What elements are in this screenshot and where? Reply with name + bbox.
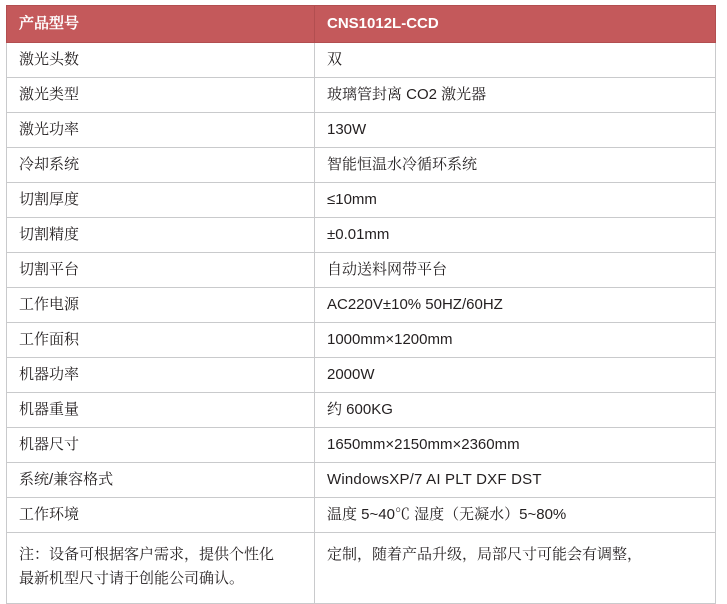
row-label: 切割厚度 <box>7 183 315 218</box>
table-row <box>7 253 716 288</box>
product-spec-table <box>6 5 716 604</box>
row-label: 工作面积 <box>7 323 315 358</box>
row-label: 激光类型 <box>7 78 315 113</box>
row-value: 玻璃管封离 CO2 激光器 <box>315 78 716 113</box>
table-row <box>7 78 716 113</box>
note-left-line-1: 注：设备可根据客户需求，提供个性化 <box>19 546 275 563</box>
row-label: 工作环境 <box>7 498 315 533</box>
header-value-cell: CNS1012L-CCD <box>315 6 716 43</box>
row-label: 切割精度 <box>7 218 315 253</box>
row-value: 双 <box>315 43 716 78</box>
table-note-row <box>7 533 716 604</box>
row-value: 约 600KG <box>315 393 716 428</box>
row-value: 130W <box>315 113 716 148</box>
table-row <box>7 428 716 463</box>
note-left-line-2: 最新机型尺寸请于创能公司确认。 <box>19 570 245 587</box>
row-value: 1000mm×1200mm <box>315 323 716 358</box>
row-value: ≤10mm <box>315 183 716 218</box>
row-value: WindowsXP/7 AI PLT DXF DST <box>315 463 716 498</box>
spec-table-container <box>6 5 715 604</box>
row-label: 系统/兼容格式 <box>7 463 315 498</box>
note-right-line-1: 定制，随着产品升级，局部尺寸可能会有调整， <box>327 546 643 563</box>
row-value: 1650mm×2150mm×2360mm <box>315 428 716 463</box>
table-row <box>7 218 716 253</box>
table-row <box>7 358 716 393</box>
note-right-cell <box>315 533 716 604</box>
header-label-cell: 产品型号 <box>7 6 315 43</box>
row-label: 机器尺寸 <box>7 428 315 463</box>
row-label: 激光功率 <box>7 113 315 148</box>
row-label: 工作电源 <box>7 288 315 323</box>
table-row <box>7 43 716 78</box>
table-row <box>7 498 716 533</box>
row-label: 机器功率 <box>7 358 315 393</box>
spec-table-body <box>7 6 716 604</box>
row-value: 智能恒温水冷循环系统 <box>315 148 716 183</box>
table-row <box>7 183 716 218</box>
row-label: 切割平台 <box>7 253 315 288</box>
row-value: ±0.01mm <box>315 218 716 253</box>
table-row <box>7 463 716 498</box>
table-row <box>7 393 716 428</box>
note-left-cell <box>7 533 315 604</box>
row-value: 自动送料网带平台 <box>315 253 716 288</box>
row-value: AC220V±10% 50HZ/60HZ <box>315 288 716 323</box>
table-row <box>7 323 716 358</box>
row-value: 温度 5~40℃ 湿度（无凝水）5~80% <box>315 498 716 533</box>
table-header-row <box>7 6 716 43</box>
table-row <box>7 113 716 148</box>
table-row <box>7 148 716 183</box>
row-value: 2000W <box>315 358 716 393</box>
table-row <box>7 288 716 323</box>
row-label: 冷却系统 <box>7 148 315 183</box>
row-label: 机器重量 <box>7 393 315 428</box>
row-label: 激光头数 <box>7 43 315 78</box>
